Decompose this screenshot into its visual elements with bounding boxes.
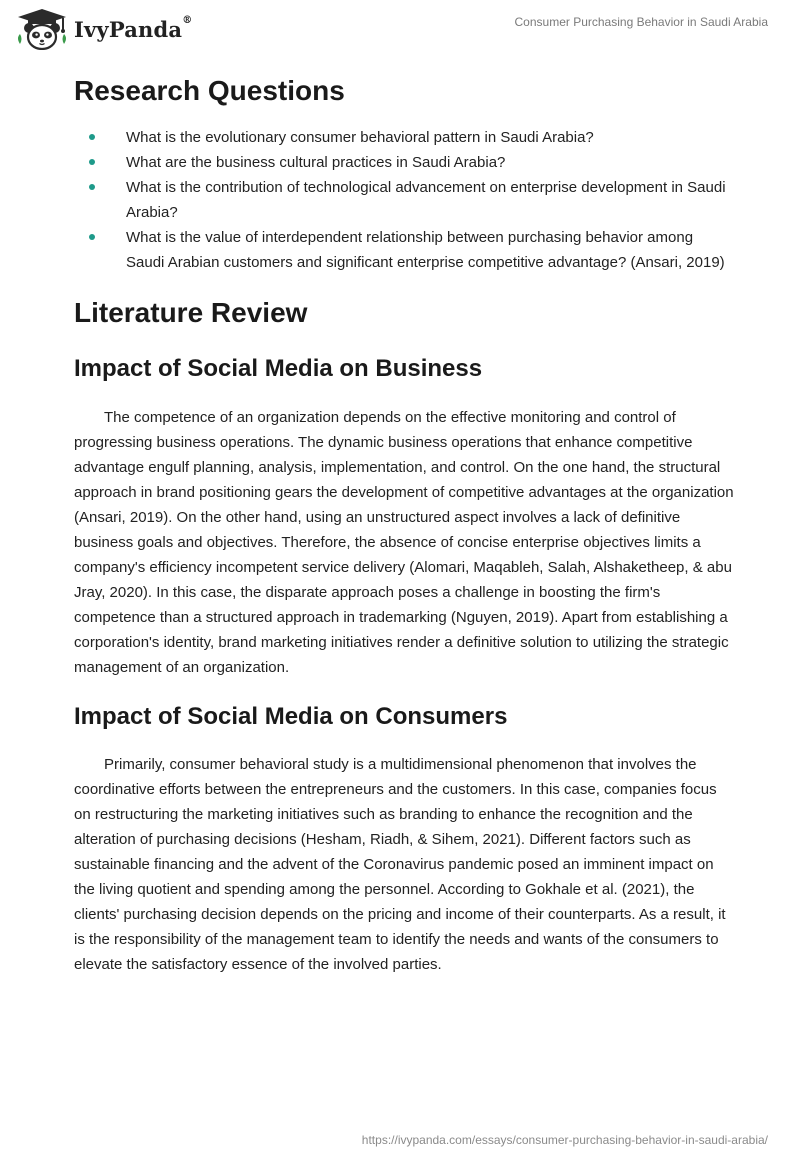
list-item-text: What are the business cultural practices in Saudi Arabia? bbox=[126, 154, 506, 171]
list-item-text: What is the evolutionary consumer behavioral pattern in Saudi Arabia? bbox=[126, 129, 594, 146]
list-item bbox=[74, 175, 734, 225]
bullet-dot-icon bbox=[89, 234, 95, 240]
bullet-dot-icon bbox=[89, 159, 95, 165]
document-body bbox=[74, 72, 734, 977]
section-paragraph-consumers: Primarily, consumer behavioral study is a multidimensional phenomenon that involves the coordinative efforts between the entrepreneurs and the customers. In this case, companies focus on restructuring the marketing initiatives such as branding to enhance the recognition and the alteration of purchasing decisions (Hesham, Riadh, & Sihem, 2021). Different factors such as sustainable financing and the advent of the Coronavirus pandemic posed an imminent impact on the living quotient and spending among the personnel. According to Gokhale et al. (2021), the clients' purchasing decision depends on the pricing and income of their counterparts. As a result, it is the responsibility of the management team to identify the needs and wants of the consumers to elevate the satisfactory essence of the involved parties. bbox=[74, 756, 726, 973]
bullet-dot-icon bbox=[89, 134, 95, 140]
document-title: Consumer Purchasing Behavior in Saudi Arabia bbox=[514, 15, 768, 29]
registered-mark: ® bbox=[182, 14, 193, 26]
list-item bbox=[74, 225, 734, 275]
section-paragraph-business: The competence of an organization depends on the effective monitoring and control of progressing business operations. The dynamic business operations that enhance competitive advantage engulf planning, analysis, implementation, and control. On the one hand, the structural approach in brand positioning gears the development of competitive advantages at the organization (Ansari, 2019). On the other hand, using an unstructured aspect involves a lack of definitive business goals and objectives. Therefore, the absence of concise enterprise objectives limits a company's efficiency incompetent service delivery (Alomari, Maqableh, Salah, Alshaketheep, & abu Jray, 2020). In this case, the disparate approach poses a challenge in boosting the firm's competence than a structured approach in trademarking (Nguyen, 2019). Apart from establishing a corporation's identity, brand marketing initiatives render a definitive solution to utilizing the strategic management of an organization. bbox=[74, 409, 734, 676]
panda-graduate-icon bbox=[14, 8, 70, 50]
section-heading-business: Impact of Social Media on Business bbox=[74, 355, 483, 382]
source-url[interactable]: https://ivypanda.com/essays/consumer-purchasing-behavior-in-saudi-arabia/ bbox=[361, 1133, 768, 1147]
section-heading-consumers: Impact of Social Media on Consumers bbox=[74, 703, 508, 730]
list-item-text: What is the value of interdependent relationship between purchasing behavior among Saudi Arabian customers and significant enterprise competitive advantage? (Ansari, 2019) bbox=[126, 229, 725, 271]
list-item bbox=[74, 125, 734, 150]
research-questions-heading: Research Questions bbox=[74, 75, 345, 106]
list-item-text: What is the contribution of technological advancement on enterprise development in Saudi Arabia? bbox=[126, 179, 726, 221]
list-item bbox=[74, 150, 734, 175]
bullet-dot-icon bbox=[89, 184, 95, 190]
logo[interactable] bbox=[14, 8, 192, 50]
literature-review-heading: Literature Review bbox=[74, 297, 308, 328]
research-questions-list bbox=[74, 125, 734, 275]
brand-name: IvyPanda® bbox=[74, 14, 193, 42]
page-header bbox=[0, 0, 800, 60]
